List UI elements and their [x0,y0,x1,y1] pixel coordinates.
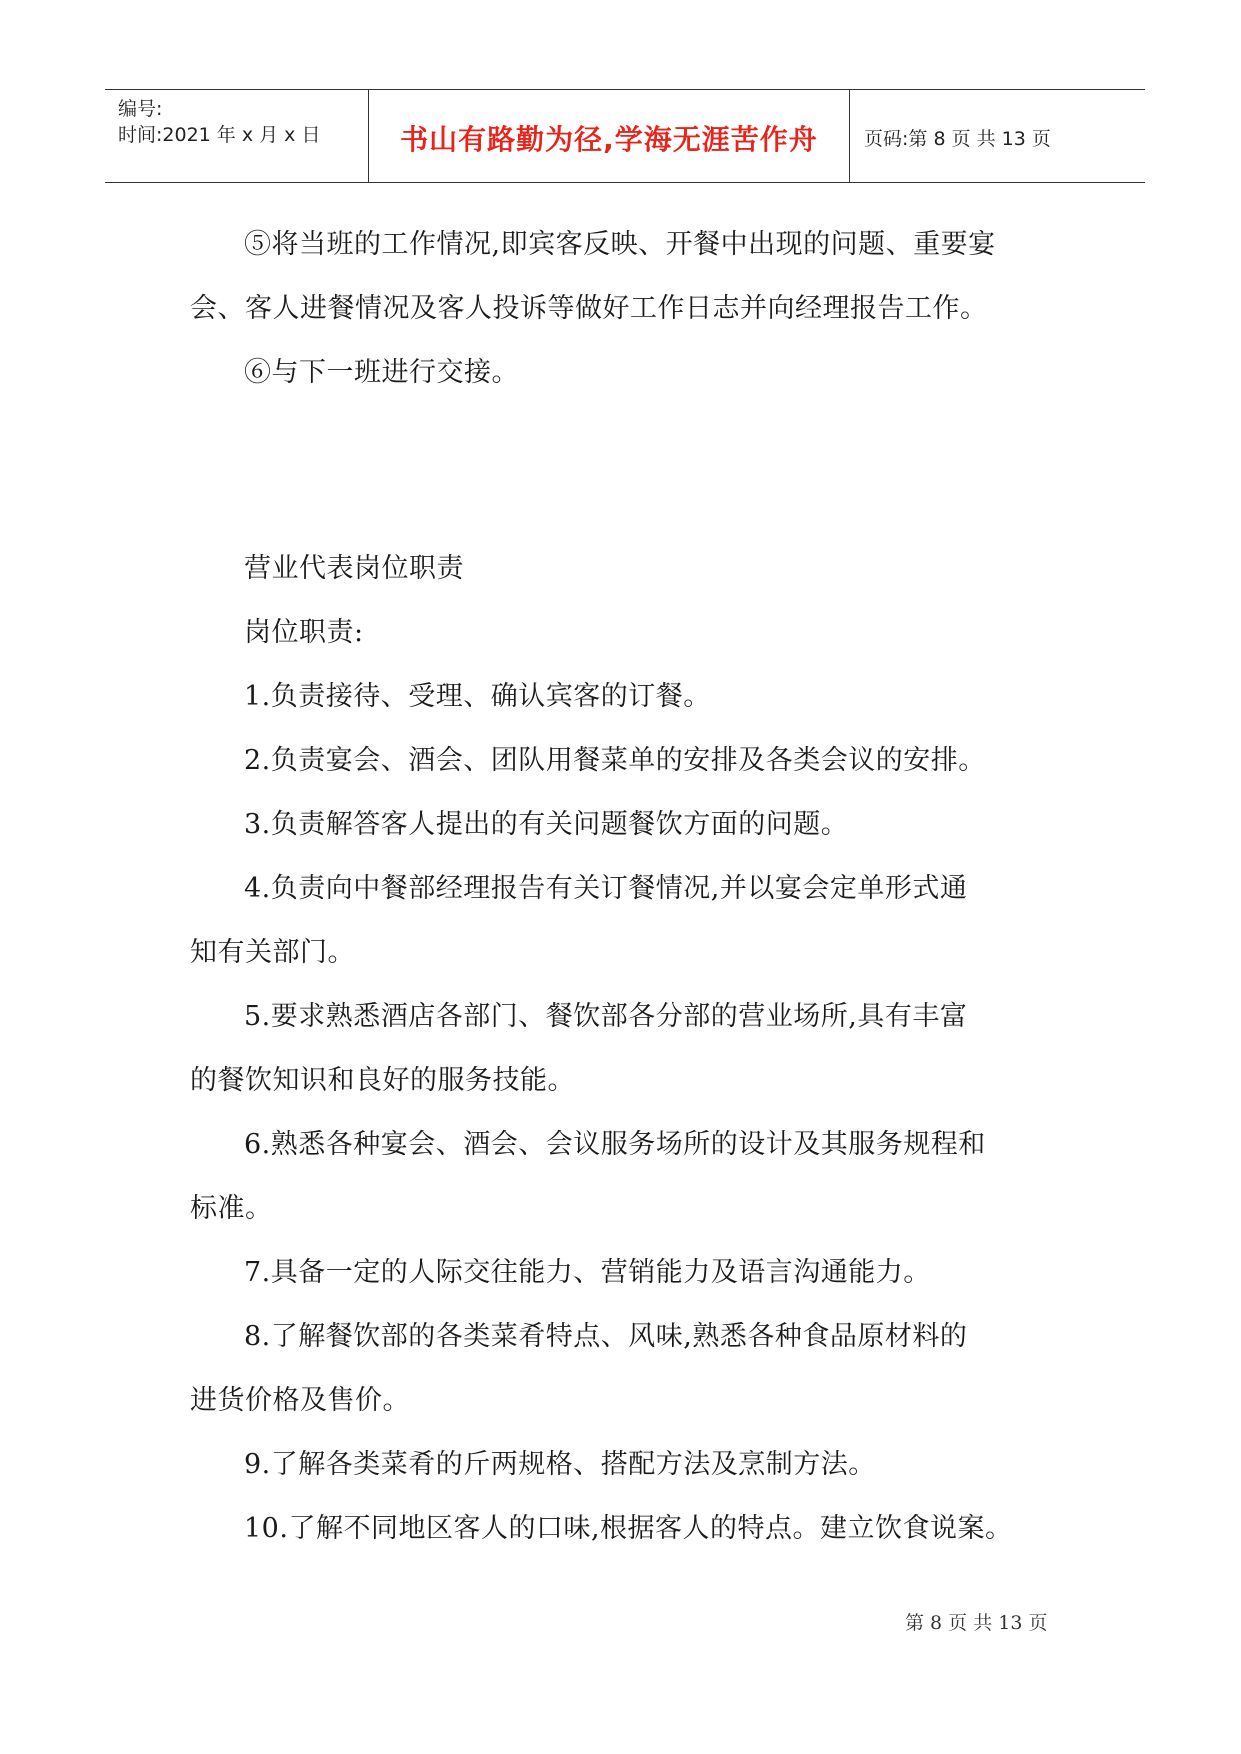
duty-item-6-line-2: 标准。 [190,1193,273,1224]
duty-item-4 [190,857,1060,921]
section-title-text: 营业代表岗位职责 [244,553,464,584]
duty-item-6 [190,1113,1060,1177]
paragraph-5-line-1: ⑤将当班的工作情况,即宾客反映、开餐中出现的问题、重要宴 [244,229,996,260]
duty-item-1 [190,665,1060,729]
duties-label-text: 岗位职责: [244,617,364,648]
duty-item-8-line-1: 8.了解餐饮部的各类菜肴特点、风味,熟悉各种食品原材料的 [244,1321,968,1352]
duty-item-5-line-1: 5.要求熟悉酒店各部门、餐饮部各分部的营业场所,具有丰富 [244,1001,968,1032]
duty-item-5-line-2: 的餐饮知识和良好的服务技能。 [190,1065,575,1096]
paragraph-5-line-2: 会、客人进餐情况及客人投诉等做好工作日志并向经理报告工作。 [190,293,988,324]
paragraph-6-text: ⑥与下一班进行交接。 [244,357,519,388]
header-page-number: 页码:第 8 页 共 13 页 [864,128,1051,150]
header-middle-cell [369,90,850,182]
duty-item-4-line-2: 知有关部门。 [190,937,355,968]
duty-item-3-text: 3.负责解答客人提出的有关问题餐饮方面的问题。 [244,809,849,840]
duty-item-6-line-1: 6.熟悉各种宴会、酒会、会议服务场所的设计及其服务规程和 [244,1129,986,1160]
duty-item-1-text: 1.负责接待、受理、确认宾客的订餐。 [244,681,711,712]
paragraph-6 [190,341,1060,405]
paragraph-5-continued [190,277,1060,341]
duty-item-5 [190,985,1060,1049]
duty-item-7-text: 7.具备一定的人际交往能力、营销能力及语言沟通能力。 [244,1257,931,1288]
duty-item-4-line-1: 4.负责向中餐部经理报告有关订餐情况,并以宴会定单形式通 [244,873,968,904]
paragraph-5 [190,213,1060,277]
duty-item-8-continued [190,1369,1060,1433]
duty-item-9-text: 9.了解各类菜肴的斤两规格、搭配方法及烹制方法。 [244,1449,876,1480]
duty-item-2-text: 2.负责宴会、酒会、团队用餐菜单的安排及各类会议的安排。 [244,745,986,776]
duties-label [190,601,1060,665]
duty-item-7 [190,1241,1060,1305]
duty-item-3 [190,793,1060,857]
duty-item-8-line-2: 进货价格及售价。 [190,1385,410,1416]
duty-item-10-text: 10.了解不同地区客人的口味,根据客人的特点。建立饮食说案。 [244,1513,1013,1544]
duty-item-5-continued [190,1049,1060,1113]
duty-item-8 [190,1305,1060,1369]
header-motto: 书山有路勤为径,学海无涯苦作舟 [400,123,818,156]
duty-item-9 [190,1433,1060,1497]
header-left-cell [105,90,369,182]
duty-item-4-continued [190,921,1060,985]
page-footer: 第 8 页 共 13 页 [905,1612,1048,1634]
section-title [190,537,1060,601]
document-number-label: 编号: [118,98,163,120]
duty-item-10 [190,1497,1060,1561]
duty-item-6-continued [190,1177,1060,1241]
header-right-cell [850,90,1145,182]
document-time-label: 时间:2021 年 x 月 x 日 [118,124,321,146]
page-header [105,89,1145,183]
duty-item-2 [190,729,1060,793]
